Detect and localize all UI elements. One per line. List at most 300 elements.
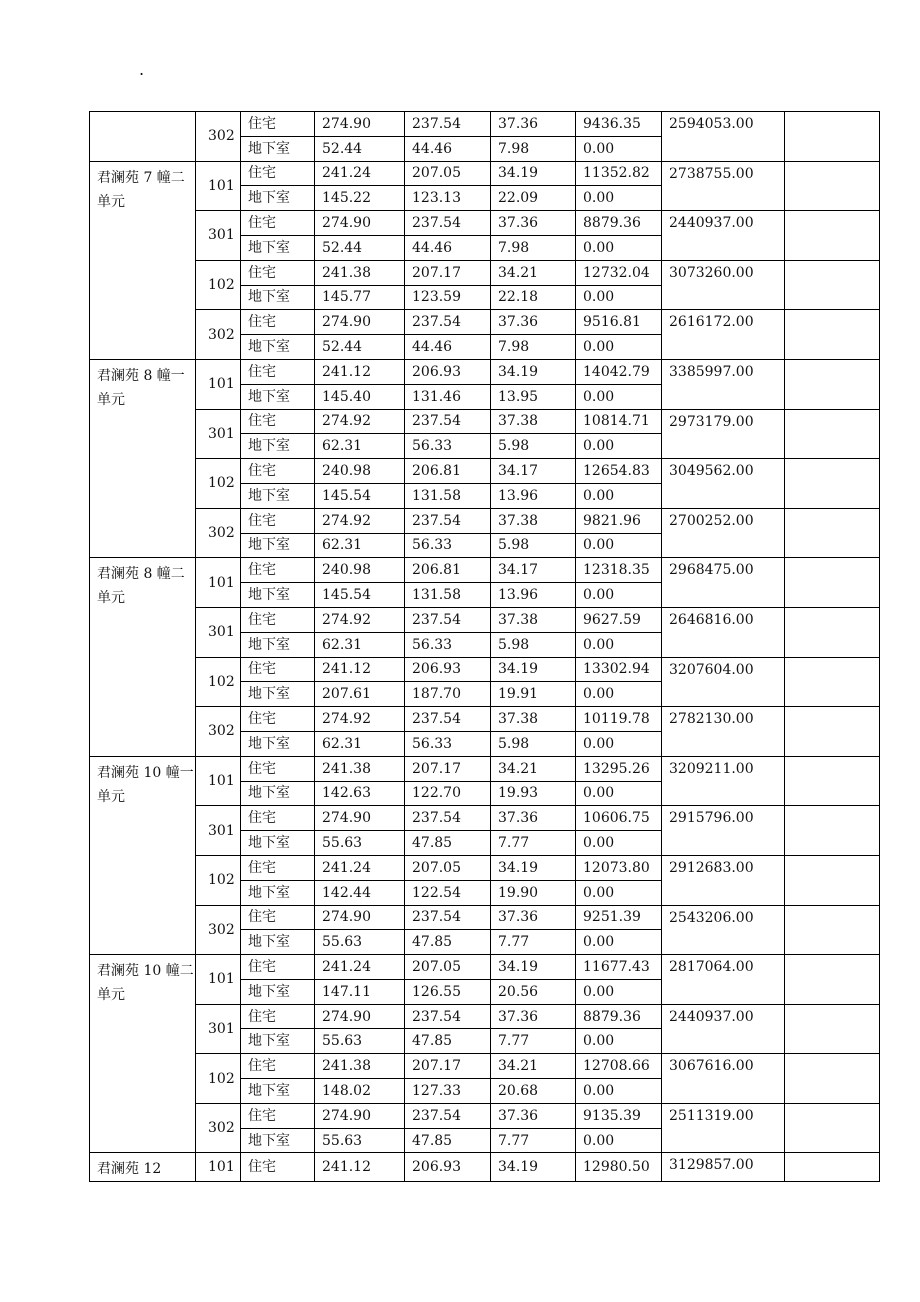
shared-area-cell: 5.98: [491, 533, 576, 558]
area-cell: 241.38: [315, 1054, 405, 1079]
unit-price-cell: 0.00: [576, 384, 662, 409]
inner-area-cell: 237.54: [405, 1103, 491, 1128]
table-row: [90, 211, 880, 236]
unit-price-cell: 0.00: [576, 583, 662, 608]
building-cell: 君澜苑 10 幢二单元: [90, 955, 196, 1153]
table-row: [90, 409, 880, 434]
area-cell: 62.31: [315, 632, 405, 657]
shared-area-cell: 37.36: [491, 905, 576, 930]
type-cell: 住宅: [241, 459, 315, 484]
unit-price-cell: 0.00: [576, 434, 662, 459]
type-cell: 住宅: [241, 359, 315, 384]
inner-area-cell: 237.54: [405, 112, 491, 137]
area-cell: 240.98: [315, 558, 405, 583]
inner-area-cell: 56.33: [405, 632, 491, 657]
extra-cell: [785, 1103, 880, 1153]
unit-price-cell: 9135.39: [576, 1103, 662, 1128]
shared-area-cell: 34.19: [491, 161, 576, 186]
inner-area-cell: 206.93: [405, 657, 491, 682]
type-cell: 住宅: [241, 508, 315, 533]
inner-area-cell: 206.81: [405, 558, 491, 583]
shared-area-cell: 37.36: [491, 1004, 576, 1029]
inner-area-cell: 207.05: [405, 855, 491, 880]
shared-area-cell: 34.19: [491, 657, 576, 682]
table-row: [90, 1004, 880, 1029]
unit-price-cell: 13302.94: [576, 657, 662, 682]
room-cell: 101: [196, 756, 241, 806]
inner-area-cell: 44.46: [405, 335, 491, 360]
type-cell: 地下室: [241, 335, 315, 360]
extra-cell: [785, 905, 880, 955]
inner-area-cell: 207.17: [405, 260, 491, 285]
room-cell: 301: [196, 211, 241, 261]
room-cell: 301: [196, 1004, 241, 1054]
shared-area-cell: 34.19: [491, 855, 576, 880]
type-cell: 住宅: [241, 310, 315, 335]
area-cell: 147.11: [315, 979, 405, 1004]
type-cell: 地下室: [241, 831, 315, 856]
table-row: [90, 459, 880, 484]
type-cell: 地下室: [241, 434, 315, 459]
extra-cell: [785, 558, 880, 608]
inner-area-cell: 237.54: [405, 707, 491, 732]
type-cell: 住宅: [241, 1054, 315, 1079]
shared-area-cell: 34.21: [491, 260, 576, 285]
type-cell: 地下室: [241, 384, 315, 409]
extra-cell: [785, 310, 880, 360]
total-price-cell: 2782130.00: [662, 707, 785, 757]
type-cell: 地下室: [241, 781, 315, 806]
inner-area-cell: 207.05: [405, 955, 491, 980]
room-cell: 302: [196, 508, 241, 558]
unit-price-cell: 10119.78: [576, 707, 662, 732]
unit-price-cell: 12980.50: [576, 1153, 662, 1182]
unit-price-cell: 12708.66: [576, 1054, 662, 1079]
shared-area-cell: 22.18: [491, 285, 576, 310]
total-price-cell: 3067616.00: [662, 1054, 785, 1104]
unit-price-cell: 9627.59: [576, 607, 662, 632]
table-row: [90, 1103, 880, 1128]
shared-area-cell: 20.68: [491, 1079, 576, 1104]
area-cell: 274.90: [315, 211, 405, 236]
room-cell: 302: [196, 905, 241, 955]
area-cell: 52.44: [315, 235, 405, 260]
inner-area-cell: 207.17: [405, 1054, 491, 1079]
shared-area-cell: 20.56: [491, 979, 576, 1004]
shared-area-cell: 19.90: [491, 880, 576, 905]
area-cell: 55.63: [315, 1128, 405, 1153]
unit-price-cell: 9821.96: [576, 508, 662, 533]
table-row: [90, 905, 880, 930]
table-row: [90, 260, 880, 285]
area-cell: 62.31: [315, 731, 405, 756]
extra-cell: [785, 657, 880, 707]
area-cell: 241.24: [315, 161, 405, 186]
unit-price-cell: 0.00: [576, 682, 662, 707]
extra-cell: [785, 459, 880, 509]
area-cell: 55.63: [315, 831, 405, 856]
inner-area-cell: 126.55: [405, 979, 491, 1004]
type-cell: 地下室: [241, 186, 315, 211]
type-cell: 地下室: [241, 1079, 315, 1104]
area-cell: 274.92: [315, 409, 405, 434]
unit-price-cell: 12318.35: [576, 558, 662, 583]
shared-area-cell: 37.36: [491, 806, 576, 831]
unit-price-cell: 0.00: [576, 335, 662, 360]
room-cell: 102: [196, 1054, 241, 1104]
unit-price-cell: 0.00: [576, 235, 662, 260]
shared-area-cell: 34.19: [491, 1153, 576, 1182]
shared-area-cell: 13.96: [491, 483, 576, 508]
inner-area-cell: 127.33: [405, 1079, 491, 1104]
type-cell: 地下室: [241, 483, 315, 508]
total-price-cell: 2616172.00: [662, 310, 785, 360]
room-cell: 101: [196, 359, 241, 409]
shared-area-cell: 7.77: [491, 831, 576, 856]
area-cell: 207.61: [315, 682, 405, 707]
area-cell: 274.90: [315, 310, 405, 335]
inner-area-cell: 206.93: [405, 1153, 491, 1182]
area-cell: 55.63: [315, 930, 405, 955]
inner-area-cell: 47.85: [405, 1128, 491, 1153]
total-price-cell: 2440937.00: [662, 211, 785, 261]
unit-price-cell: 12732.04: [576, 260, 662, 285]
shared-area-cell: 34.17: [491, 558, 576, 583]
total-price-cell: 2440937.00: [662, 1004, 785, 1054]
unit-price-cell: 11677.43: [576, 955, 662, 980]
unit-price-cell: 12654.83: [576, 459, 662, 484]
type-cell: 住宅: [241, 1103, 315, 1128]
inner-area-cell: 131.58: [405, 583, 491, 608]
table-row: [90, 756, 880, 781]
shared-area-cell: 7.98: [491, 136, 576, 161]
unit-price-cell: 0.00: [576, 831, 662, 856]
inner-area-cell: 56.33: [405, 731, 491, 756]
type-cell: 住宅: [241, 756, 315, 781]
area-cell: 241.12: [315, 657, 405, 682]
unit-price-cell: 0.00: [576, 1128, 662, 1153]
unit-price-cell: 8879.36: [576, 1004, 662, 1029]
room-cell: 102: [196, 855, 241, 905]
building-cell: 君澜苑 12: [90, 1153, 196, 1182]
extra-cell: [785, 1153, 880, 1182]
type-cell: 住宅: [241, 112, 315, 137]
type-cell: 地下室: [241, 533, 315, 558]
table-row: [90, 1153, 880, 1182]
room-cell: 301: [196, 409, 241, 459]
area-cell: 55.63: [315, 1029, 405, 1054]
inner-area-cell: 131.58: [405, 483, 491, 508]
room-cell: 101: [196, 558, 241, 608]
inner-area-cell: 47.85: [405, 930, 491, 955]
unit-price-cell: 0.00: [576, 483, 662, 508]
inner-area-cell: 237.54: [405, 508, 491, 533]
room-cell: 102: [196, 459, 241, 509]
shared-area-cell: 37.38: [491, 508, 576, 533]
inner-area-cell: 237.54: [405, 905, 491, 930]
type-cell: 地下室: [241, 1029, 315, 1054]
room-cell: 102: [196, 657, 241, 707]
inner-area-cell: 237.54: [405, 409, 491, 434]
shared-area-cell: 37.36: [491, 112, 576, 137]
type-cell: 住宅: [241, 260, 315, 285]
type-cell: 地下室: [241, 1128, 315, 1153]
shared-area-cell: 37.38: [491, 707, 576, 732]
total-price-cell: 2511319.00: [662, 1103, 785, 1153]
type-cell: 住宅: [241, 707, 315, 732]
price-table: [89, 111, 880, 1182]
inner-area-cell: 206.81: [405, 459, 491, 484]
shared-area-cell: 5.98: [491, 632, 576, 657]
total-price-cell: 2543206.00: [662, 905, 785, 955]
shared-area-cell: 37.38: [491, 409, 576, 434]
room-cell: 302: [196, 310, 241, 360]
total-price-cell: 2973179.00: [662, 409, 785, 459]
inner-area-cell: 123.13: [405, 186, 491, 211]
inner-area-cell: 123.59: [405, 285, 491, 310]
area-cell: 274.92: [315, 508, 405, 533]
total-price-cell: 2738755.00: [662, 161, 785, 211]
room-cell: 301: [196, 607, 241, 657]
room-cell: 302: [196, 1103, 241, 1153]
area-cell: 145.54: [315, 583, 405, 608]
area-cell: 142.63: [315, 781, 405, 806]
area-cell: 241.38: [315, 260, 405, 285]
room-cell: 101: [196, 955, 241, 1005]
unit-price-cell: 0.00: [576, 285, 662, 310]
inner-area-cell: 122.70: [405, 781, 491, 806]
extra-cell: [785, 855, 880, 905]
total-price-cell: 3049562.00: [662, 459, 785, 509]
room-cell: 101: [196, 1153, 241, 1182]
area-cell: 274.90: [315, 905, 405, 930]
table-row: [90, 607, 880, 632]
type-cell: 地下室: [241, 136, 315, 161]
extra-cell: [785, 409, 880, 459]
type-cell: 住宅: [241, 1004, 315, 1029]
area-cell: 274.90: [315, 1004, 405, 1029]
inner-area-cell: 237.54: [405, 211, 491, 236]
inner-area-cell: 122.54: [405, 880, 491, 905]
area-cell: 241.24: [315, 955, 405, 980]
extra-cell: [785, 260, 880, 310]
building-cell: 君澜苑 8 幢一单元: [90, 359, 196, 557]
shared-area-cell: 13.96: [491, 583, 576, 608]
area-cell: 274.90: [315, 112, 405, 137]
unit-price-cell: 11352.82: [576, 161, 662, 186]
table-row: [90, 112, 880, 137]
total-price-cell: 3385997.00: [662, 359, 785, 409]
total-price-cell: 3129857.00: [662, 1153, 785, 1182]
room-cell: 102: [196, 260, 241, 310]
total-price-cell: 2700252.00: [662, 508, 785, 558]
inner-area-cell: 237.54: [405, 1004, 491, 1029]
type-cell: 地下室: [241, 632, 315, 657]
shared-area-cell: 37.36: [491, 211, 576, 236]
area-cell: 274.92: [315, 607, 405, 632]
shared-area-cell: 37.36: [491, 1103, 576, 1128]
inner-area-cell: 207.17: [405, 756, 491, 781]
unit-price-cell: 0.00: [576, 781, 662, 806]
extra-cell: [785, 112, 880, 162]
room-cell: 101: [196, 161, 241, 211]
inner-area-cell: 237.54: [405, 806, 491, 831]
table-row: [90, 508, 880, 533]
table-row: [90, 657, 880, 682]
area-cell: 274.92: [315, 707, 405, 732]
room-cell: 302: [196, 112, 241, 162]
inner-area-cell: 44.46: [405, 136, 491, 161]
unit-price-cell: 12073.80: [576, 855, 662, 880]
area-cell: 145.22: [315, 186, 405, 211]
extra-cell: [785, 707, 880, 757]
type-cell: 住宅: [241, 905, 315, 930]
area-cell: 145.40: [315, 384, 405, 409]
room-cell: 302: [196, 707, 241, 757]
area-cell: 145.54: [315, 483, 405, 508]
unit-price-cell: 9436.35: [576, 112, 662, 137]
inner-area-cell: 44.46: [405, 235, 491, 260]
total-price-cell: 3073260.00: [662, 260, 785, 310]
shared-area-cell: 34.17: [491, 459, 576, 484]
room-cell: 301: [196, 806, 241, 856]
shared-area-cell: 7.98: [491, 235, 576, 260]
inner-area-cell: 187.70: [405, 682, 491, 707]
shared-area-cell: 34.21: [491, 756, 576, 781]
page-mark: .: [139, 60, 145, 79]
unit-price-cell: 10814.71: [576, 409, 662, 434]
shared-area-cell: 22.09: [491, 186, 576, 211]
shared-area-cell: 19.93: [491, 781, 576, 806]
shared-area-cell: 7.77: [491, 930, 576, 955]
type-cell: 住宅: [241, 1153, 315, 1182]
table-row: [90, 161, 880, 186]
unit-price-cell: 0.00: [576, 632, 662, 657]
unit-price-cell: 0.00: [576, 880, 662, 905]
unit-price-cell: 0.00: [576, 731, 662, 756]
inner-area-cell: 237.54: [405, 310, 491, 335]
building-cell: 君澜苑 8 幢二单元: [90, 558, 196, 756]
shared-area-cell: 7.98: [491, 335, 576, 360]
table-body: [90, 112, 880, 1182]
inner-area-cell: 47.85: [405, 831, 491, 856]
shared-area-cell: 37.38: [491, 607, 576, 632]
shared-area-cell: 34.19: [491, 359, 576, 384]
extra-cell: [785, 211, 880, 261]
extra-cell: [785, 955, 880, 1005]
inner-area-cell: 131.46: [405, 384, 491, 409]
shared-area-cell: 34.21: [491, 1054, 576, 1079]
type-cell: 地下室: [241, 235, 315, 260]
extra-cell: [785, 508, 880, 558]
type-cell: 住宅: [241, 657, 315, 682]
unit-price-cell: 9516.81: [576, 310, 662, 335]
table-row: [90, 1054, 880, 1079]
table-row: [90, 359, 880, 384]
type-cell: 地下室: [241, 682, 315, 707]
type-cell: 住宅: [241, 955, 315, 980]
inner-area-cell: 206.93: [405, 359, 491, 384]
inner-area-cell: 56.33: [405, 434, 491, 459]
unit-price-cell: 0.00: [576, 186, 662, 211]
unit-price-cell: 14042.79: [576, 359, 662, 384]
extra-cell: [785, 1054, 880, 1104]
total-price-cell: 2817064.00: [662, 955, 785, 1005]
area-cell: 241.38: [315, 756, 405, 781]
type-cell: 地下室: [241, 930, 315, 955]
area-cell: 52.44: [315, 136, 405, 161]
unit-price-cell: 0.00: [576, 1079, 662, 1104]
type-cell: 住宅: [241, 161, 315, 186]
type-cell: 住宅: [241, 558, 315, 583]
shared-area-cell: 5.98: [491, 731, 576, 756]
area-cell: 241.12: [315, 359, 405, 384]
unit-price-cell: 0.00: [576, 979, 662, 1004]
type-cell: 地下室: [241, 285, 315, 310]
table-row: [90, 707, 880, 732]
area-cell: 241.24: [315, 855, 405, 880]
unit-price-cell: 0.00: [576, 533, 662, 558]
area-cell: 274.90: [315, 1103, 405, 1128]
total-price-cell: 2912683.00: [662, 855, 785, 905]
area-cell: 241.12: [315, 1153, 405, 1182]
table-row: [90, 855, 880, 880]
inner-area-cell: 237.54: [405, 607, 491, 632]
shared-area-cell: 13.95: [491, 384, 576, 409]
table-row: [90, 310, 880, 335]
building-cell: 君澜苑 10 幢一单元: [90, 756, 196, 954]
extra-cell: [785, 806, 880, 856]
building-cell: [90, 112, 196, 162]
total-price-cell: 3209211.00: [662, 756, 785, 806]
area-cell: 240.98: [315, 459, 405, 484]
total-price-cell: 2915796.00: [662, 806, 785, 856]
shared-area-cell: 5.98: [491, 434, 576, 459]
type-cell: 住宅: [241, 806, 315, 831]
unit-price-cell: 9251.39: [576, 905, 662, 930]
total-price-cell: 2594053.00: [662, 112, 785, 162]
table-row: [90, 806, 880, 831]
table-row: [90, 558, 880, 583]
unit-price-cell: 13295.26: [576, 756, 662, 781]
area-cell: 274.90: [315, 806, 405, 831]
shared-area-cell: 7.77: [491, 1128, 576, 1153]
type-cell: 地下室: [241, 880, 315, 905]
extra-cell: [785, 607, 880, 657]
shared-area-cell: 37.36: [491, 310, 576, 335]
unit-price-cell: 0.00: [576, 930, 662, 955]
type-cell: 住宅: [241, 607, 315, 632]
total-price-cell: 2646816.00: [662, 607, 785, 657]
total-price-cell: 2968475.00: [662, 558, 785, 608]
shared-area-cell: 34.19: [491, 955, 576, 980]
area-cell: 62.31: [315, 434, 405, 459]
shared-area-cell: 7.77: [491, 1029, 576, 1054]
area-cell: 62.31: [315, 533, 405, 558]
inner-area-cell: 47.85: [405, 1029, 491, 1054]
total-price-cell: 3207604.00: [662, 657, 785, 707]
type-cell: 地下室: [241, 731, 315, 756]
type-cell: 住宅: [241, 855, 315, 880]
type-cell: 地下室: [241, 979, 315, 1004]
inner-area-cell: 56.33: [405, 533, 491, 558]
table-row: [90, 955, 880, 980]
area-cell: 52.44: [315, 335, 405, 360]
extra-cell: [785, 1004, 880, 1054]
type-cell: 住宅: [241, 211, 315, 236]
building-cell: 君澜苑 7 幢二单元: [90, 161, 196, 359]
area-cell: 145.77: [315, 285, 405, 310]
